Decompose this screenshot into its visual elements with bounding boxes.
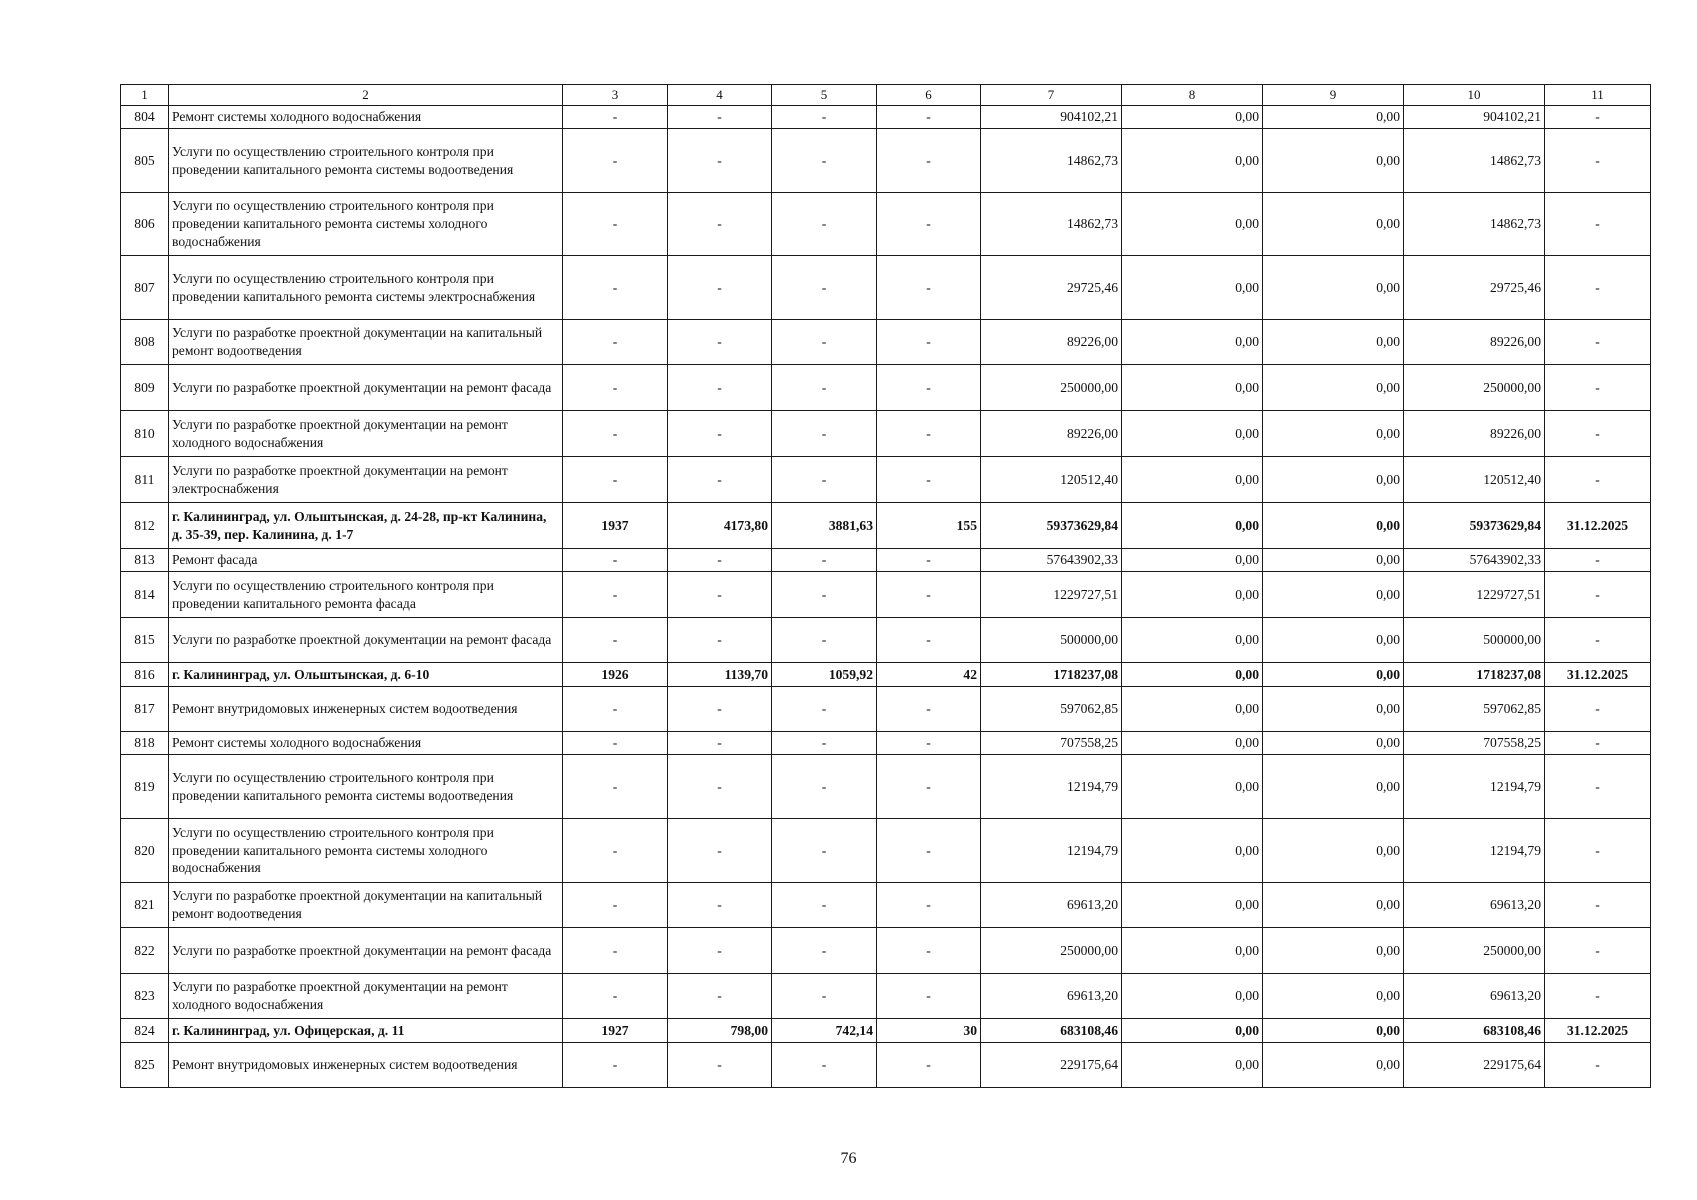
col-3-cell: - [563,974,668,1019]
work-name-cell: Ремонт системы холодного водоснабжения [169,106,563,129]
work-name-cell: г. Калининград, ул. Ольштынская, д. 24-28, пр-кт Калинина, д. 35-39, пер. Калинина, д. 1-7 [169,503,563,549]
col-11-cell: - [1545,256,1651,320]
row-number-cell: 810 [121,411,169,457]
work-name-cell: Услуги по разработке проектной документации на ремонт фасада [169,365,563,411]
col-9-cell: 0,00 [1263,193,1404,256]
column-header: 9 [1263,85,1404,106]
table-row [121,755,1651,819]
col-10-cell: 1229727,51 [1404,572,1545,618]
col-9-cell: 0,00 [1263,365,1404,411]
col-9-cell: 0,00 [1263,503,1404,549]
col-11-cell: - [1545,883,1651,928]
col-6-cell: - [877,129,981,193]
col-9-cell: 0,00 [1263,755,1404,819]
col-8-cell: 0,00 [1122,193,1263,256]
row-number-cell: 811 [121,457,169,503]
col-3-cell: - [563,320,668,365]
col-6-cell: - [877,687,981,732]
col-4-cell: - [668,819,772,883]
col-8-cell: 0,00 [1122,732,1263,755]
col-7-cell: 229175,64 [981,1043,1122,1088]
col-9-cell: 0,00 [1263,572,1404,618]
col-10-cell: 14862,73 [1404,129,1545,193]
table-row [121,1019,1651,1043]
col-10-cell: 14862,73 [1404,193,1545,256]
work-name-cell: Ремонт системы холодного водоснабжения [169,732,563,755]
table-row [121,974,1651,1019]
col-11-cell: - [1545,618,1651,663]
col-5-cell: - [772,129,877,193]
col-10-cell: 29725,46 [1404,256,1545,320]
row-number-cell: 806 [121,193,169,256]
table-row [121,928,1651,974]
col-4-cell: - [668,411,772,457]
row-number-cell: 820 [121,819,169,883]
row-number-cell: 809 [121,365,169,411]
work-name-cell: г. Калининград, ул. Офицерская, д. 11 [169,1019,563,1043]
col-8-cell: 0,00 [1122,320,1263,365]
col-7-cell: 12194,79 [981,755,1122,819]
work-name-cell: Услуги по разработке проектной документации на ремонт фасада [169,928,563,974]
col-9-cell: 0,00 [1263,129,1404,193]
table-row [121,193,1651,256]
column-header: 1 [121,85,169,106]
work-name-cell: Услуги по разработке проектной документации на ремонт электроснабжения [169,457,563,503]
col-10-cell: 120512,40 [1404,457,1545,503]
work-name-cell: Ремонт внутридомовых инженерных систем водоотведения [169,687,563,732]
table-row [121,411,1651,457]
col-9-cell: 0,00 [1263,687,1404,732]
col-4-cell: - [668,549,772,572]
column-header: 3 [563,85,668,106]
work-name-cell: Услуги по разработке проектной документации на ремонт холодного водоснабжения [169,411,563,457]
col-5-cell: - [772,365,877,411]
col-8-cell: 0,00 [1122,106,1263,129]
col-6-cell: - [877,256,981,320]
col-6-cell: - [877,618,981,663]
col-4-cell: - [668,457,772,503]
col-7-cell: 1718237,08 [981,663,1122,687]
work-name-cell: Услуги по разработке проектной документации на капитальный ремонт водоотведения [169,320,563,365]
col-6-cell: 155 [877,503,981,549]
table-row [121,256,1651,320]
col-10-cell: 89226,00 [1404,320,1545,365]
col-8-cell: 0,00 [1122,256,1263,320]
col-3-cell: - [563,928,668,974]
col-4-cell: - [668,320,772,365]
col-5-cell: - [772,106,877,129]
col-11-cell: - [1545,1043,1651,1088]
col-5-cell: - [772,320,877,365]
col-5-cell: - [772,687,877,732]
col-11-cell: - [1545,819,1651,883]
col-7-cell: 683108,46 [981,1019,1122,1043]
col-6-cell: - [877,193,981,256]
col-6-cell: - [877,928,981,974]
col-5-cell: - [772,618,877,663]
table-row [121,129,1651,193]
column-header: 4 [668,85,772,106]
col-5-cell: - [772,928,877,974]
column-header: 11 [1545,85,1651,106]
row-number-cell: 818 [121,732,169,755]
col-8-cell: 0,00 [1122,687,1263,732]
col-9-cell: 0,00 [1263,663,1404,687]
col-6-cell: - [877,457,981,503]
col-9-cell: 0,00 [1263,320,1404,365]
col-4-cell: 1139,70 [668,663,772,687]
work-name-cell: г. Калининград, ул. Ольштынская, д. 6-10 [169,663,563,687]
col-4-cell: - [668,687,772,732]
col-7-cell: 1229727,51 [981,572,1122,618]
col-6-cell: - [877,755,981,819]
work-name-cell: Услуги по осуществлению строительного контроля при проведении капитального ремонта системы холодного водоснабжения [169,819,563,883]
table-body [121,85,1651,1088]
col-11-cell: - [1545,193,1651,256]
col-11-cell: - [1545,974,1651,1019]
col-6-cell: - [877,106,981,129]
col-6-cell: - [877,883,981,928]
col-9-cell: 0,00 [1263,618,1404,663]
col-6-cell: - [877,411,981,457]
column-header: 6 [877,85,981,106]
col-5-cell: - [772,883,877,928]
col-7-cell: 14862,73 [981,129,1122,193]
col-9-cell: 0,00 [1263,549,1404,572]
col-7-cell: 250000,00 [981,928,1122,974]
col-4-cell: - [668,755,772,819]
col-10-cell: 904102,21 [1404,106,1545,129]
col-11-cell: 31.12.2025 [1545,503,1651,549]
row-number-cell: 814 [121,572,169,618]
col-9-cell: 0,00 [1263,928,1404,974]
col-11-cell: - [1545,755,1651,819]
col-3-cell: - [563,732,668,755]
col-11-cell: - [1545,411,1651,457]
col-3-cell: - [563,129,668,193]
col-3-cell: 1937 [563,503,668,549]
work-name-cell: Услуги по осуществлению строительного контроля при проведении капитального ремонта фасада [169,572,563,618]
col-6-cell: 42 [877,663,981,687]
col-8-cell: 0,00 [1122,457,1263,503]
table-row [121,618,1651,663]
col-4-cell: - [668,256,772,320]
work-name-cell: Услуги по разработке проектной документации на ремонт холодного водоснабжения [169,974,563,1019]
col-3-cell: - [563,549,668,572]
row-number-cell: 823 [121,974,169,1019]
work-name-cell: Услуги по осуществлению строительного контроля при проведении капитального ремонта системы водоотведения [169,755,563,819]
col-8-cell: 0,00 [1122,1043,1263,1088]
col-5-cell: - [772,1043,877,1088]
work-name-cell: Услуги по осуществлению строительного контроля при проведении капитального ремонта системы водоотведения [169,129,563,193]
col-8-cell: 0,00 [1122,572,1263,618]
table-row [121,320,1651,365]
col-3-cell: - [563,883,668,928]
col-4-cell: - [668,928,772,974]
col-3-cell: - [563,457,668,503]
col-11-cell: 31.12.2025 [1545,663,1651,687]
row-number-cell: 805 [121,129,169,193]
work-name-cell: Услуги по осуществлению строительного контроля при проведении капитального ремонта системы холодного водоснабжения [169,193,563,256]
col-5-cell: - [772,755,877,819]
col-7-cell: 89226,00 [981,320,1122,365]
col-4-cell: - [668,129,772,193]
col-3-cell: - [563,256,668,320]
col-7-cell: 707558,25 [981,732,1122,755]
col-10-cell: 89226,00 [1404,411,1545,457]
col-9-cell: 0,00 [1263,974,1404,1019]
col-10-cell: 707558,25 [1404,732,1545,755]
col-5-cell: - [772,457,877,503]
col-5-cell: - [772,732,877,755]
row-number-cell: 817 [121,687,169,732]
col-6-cell: 30 [877,1019,981,1043]
col-7-cell: 904102,21 [981,106,1122,129]
col-8-cell: 0,00 [1122,1019,1263,1043]
col-3-cell: - [563,687,668,732]
col-6-cell: - [877,572,981,618]
col-6-cell: - [877,365,981,411]
table-row [121,663,1651,687]
col-10-cell: 250000,00 [1404,928,1545,974]
col-4-cell: - [668,618,772,663]
col-10-cell: 1718237,08 [1404,663,1545,687]
col-8-cell: 0,00 [1122,618,1263,663]
row-number-cell: 812 [121,503,169,549]
table-row [121,365,1651,411]
col-3-cell: - [563,1043,668,1088]
col-11-cell: - [1545,106,1651,129]
col-4-cell: 4173,80 [668,503,772,549]
row-number-cell: 804 [121,106,169,129]
col-10-cell: 57643902,33 [1404,549,1545,572]
column-header: 5 [772,85,877,106]
col-8-cell: 0,00 [1122,411,1263,457]
col-5-cell: - [772,256,877,320]
col-5-cell: - [772,974,877,1019]
col-5-cell: - [772,411,877,457]
col-3-cell: - [563,193,668,256]
col-11-cell: - [1545,129,1651,193]
col-8-cell: 0,00 [1122,819,1263,883]
col-5-cell: 1059,92 [772,663,877,687]
col-9-cell: 0,00 [1263,1043,1404,1088]
col-10-cell: 12194,79 [1404,755,1545,819]
col-11-cell: 31.12.2025 [1545,1019,1651,1043]
col-10-cell: 250000,00 [1404,365,1545,411]
table-row [121,106,1651,129]
work-name-cell: Ремонт фасада [169,549,563,572]
col-7-cell: 59373629,84 [981,503,1122,549]
col-8-cell: 0,00 [1122,883,1263,928]
col-10-cell: 69613,20 [1404,974,1545,1019]
column-header: 10 [1404,85,1545,106]
col-6-cell: - [877,320,981,365]
col-5-cell: 3881,63 [772,503,877,549]
col-5-cell: - [772,572,877,618]
table-row [121,732,1651,755]
col-3-cell: - [563,106,668,129]
col-10-cell: 59373629,84 [1404,503,1545,549]
col-11-cell: - [1545,928,1651,974]
col-4-cell: - [668,883,772,928]
col-4-cell: 798,00 [668,1019,772,1043]
repair-program-table [120,84,1651,1088]
col-8-cell: 0,00 [1122,928,1263,974]
col-8-cell: 0,00 [1122,365,1263,411]
work-name-cell: Ремонт внутридомовых инженерных систем водоотведения [169,1043,563,1088]
table-row [121,457,1651,503]
col-9-cell: 0,00 [1263,883,1404,928]
col-11-cell: - [1545,572,1651,618]
work-name-cell: Услуги по разработке проектной документации на капитальный ремонт водоотведения [169,883,563,928]
col-9-cell: 0,00 [1263,457,1404,503]
col-3-cell: - [563,819,668,883]
col-5-cell: - [772,819,877,883]
col-3-cell: - [563,572,668,618]
row-number-cell: 807 [121,256,169,320]
col-7-cell: 500000,00 [981,618,1122,663]
col-4-cell: - [668,1043,772,1088]
row-number-cell: 824 [121,1019,169,1043]
col-7-cell: 69613,20 [981,974,1122,1019]
work-name-cell: Услуги по осуществлению строительного контроля при проведении капитального ремонта системы электроснабжения [169,256,563,320]
col-5-cell: - [772,193,877,256]
col-10-cell: 229175,64 [1404,1043,1545,1088]
col-7-cell: 12194,79 [981,819,1122,883]
row-number-cell: 815 [121,618,169,663]
col-7-cell: 57643902,33 [981,549,1122,572]
col-3-cell: - [563,618,668,663]
col-7-cell: 120512,40 [981,457,1122,503]
col-8-cell: 0,00 [1122,974,1263,1019]
col-5-cell: - [772,549,877,572]
table-row [121,572,1651,618]
row-number-cell: 808 [121,320,169,365]
row-number-cell: 813 [121,549,169,572]
col-9-cell: 0,00 [1263,106,1404,129]
col-11-cell: - [1545,365,1651,411]
col-4-cell: - [668,365,772,411]
col-7-cell: 14862,73 [981,193,1122,256]
col-11-cell: - [1545,320,1651,365]
column-header: 7 [981,85,1122,106]
col-4-cell: - [668,106,772,129]
table-row [121,819,1651,883]
table-row [121,1043,1651,1088]
col-3-cell: - [563,755,668,819]
col-7-cell: 250000,00 [981,365,1122,411]
col-5-cell: 742,14 [772,1019,877,1043]
col-8-cell: 0,00 [1122,755,1263,819]
col-8-cell: 0,00 [1122,503,1263,549]
row-number-cell: 822 [121,928,169,974]
col-10-cell: 500000,00 [1404,618,1545,663]
column-header: 8 [1122,85,1263,106]
table-row [121,687,1651,732]
col-6-cell: - [877,974,981,1019]
col-7-cell: 69613,20 [981,883,1122,928]
col-3-cell: 1926 [563,663,668,687]
col-7-cell: 89226,00 [981,411,1122,457]
col-11-cell: - [1545,457,1651,503]
col-11-cell: - [1545,549,1651,572]
work-name-cell: Услуги по разработке проектной документации на ремонт фасада [169,618,563,663]
col-3-cell: 1927 [563,1019,668,1043]
col-9-cell: 0,00 [1263,411,1404,457]
page-number: 76 [840,1150,857,1167]
col-10-cell: 597062,85 [1404,687,1545,732]
table-row [121,503,1651,549]
column-header: 2 [169,85,563,106]
col-6-cell: - [877,819,981,883]
col-10-cell: 12194,79 [1404,819,1545,883]
col-4-cell: - [668,193,772,256]
col-4-cell: - [668,572,772,618]
table-row [121,549,1651,572]
col-7-cell: 597062,85 [981,687,1122,732]
col-3-cell: - [563,411,668,457]
col-6-cell: - [877,1043,981,1088]
col-8-cell: 0,00 [1122,549,1263,572]
col-9-cell: 0,00 [1263,819,1404,883]
table-row [121,883,1651,928]
col-4-cell: - [668,974,772,1019]
row-number-cell: 825 [121,1043,169,1088]
col-9-cell: 0,00 [1263,256,1404,320]
col-6-cell: - [877,549,981,572]
col-8-cell: 0,00 [1122,129,1263,193]
row-number-cell: 821 [121,883,169,928]
row-number-cell: 819 [121,755,169,819]
col-10-cell: 683108,46 [1404,1019,1545,1043]
col-10-cell: 69613,20 [1404,883,1545,928]
col-11-cell: - [1545,732,1651,755]
column-number-header-row [121,85,1651,106]
col-3-cell: - [563,365,668,411]
col-8-cell: 0,00 [1122,663,1263,687]
row-number-cell: 816 [121,663,169,687]
col-9-cell: 0,00 [1263,732,1404,755]
col-7-cell: 29725,46 [981,256,1122,320]
col-9-cell: 0,00 [1263,1019,1404,1043]
col-6-cell: - [877,732,981,755]
col-11-cell: - [1545,687,1651,732]
col-4-cell: - [668,732,772,755]
